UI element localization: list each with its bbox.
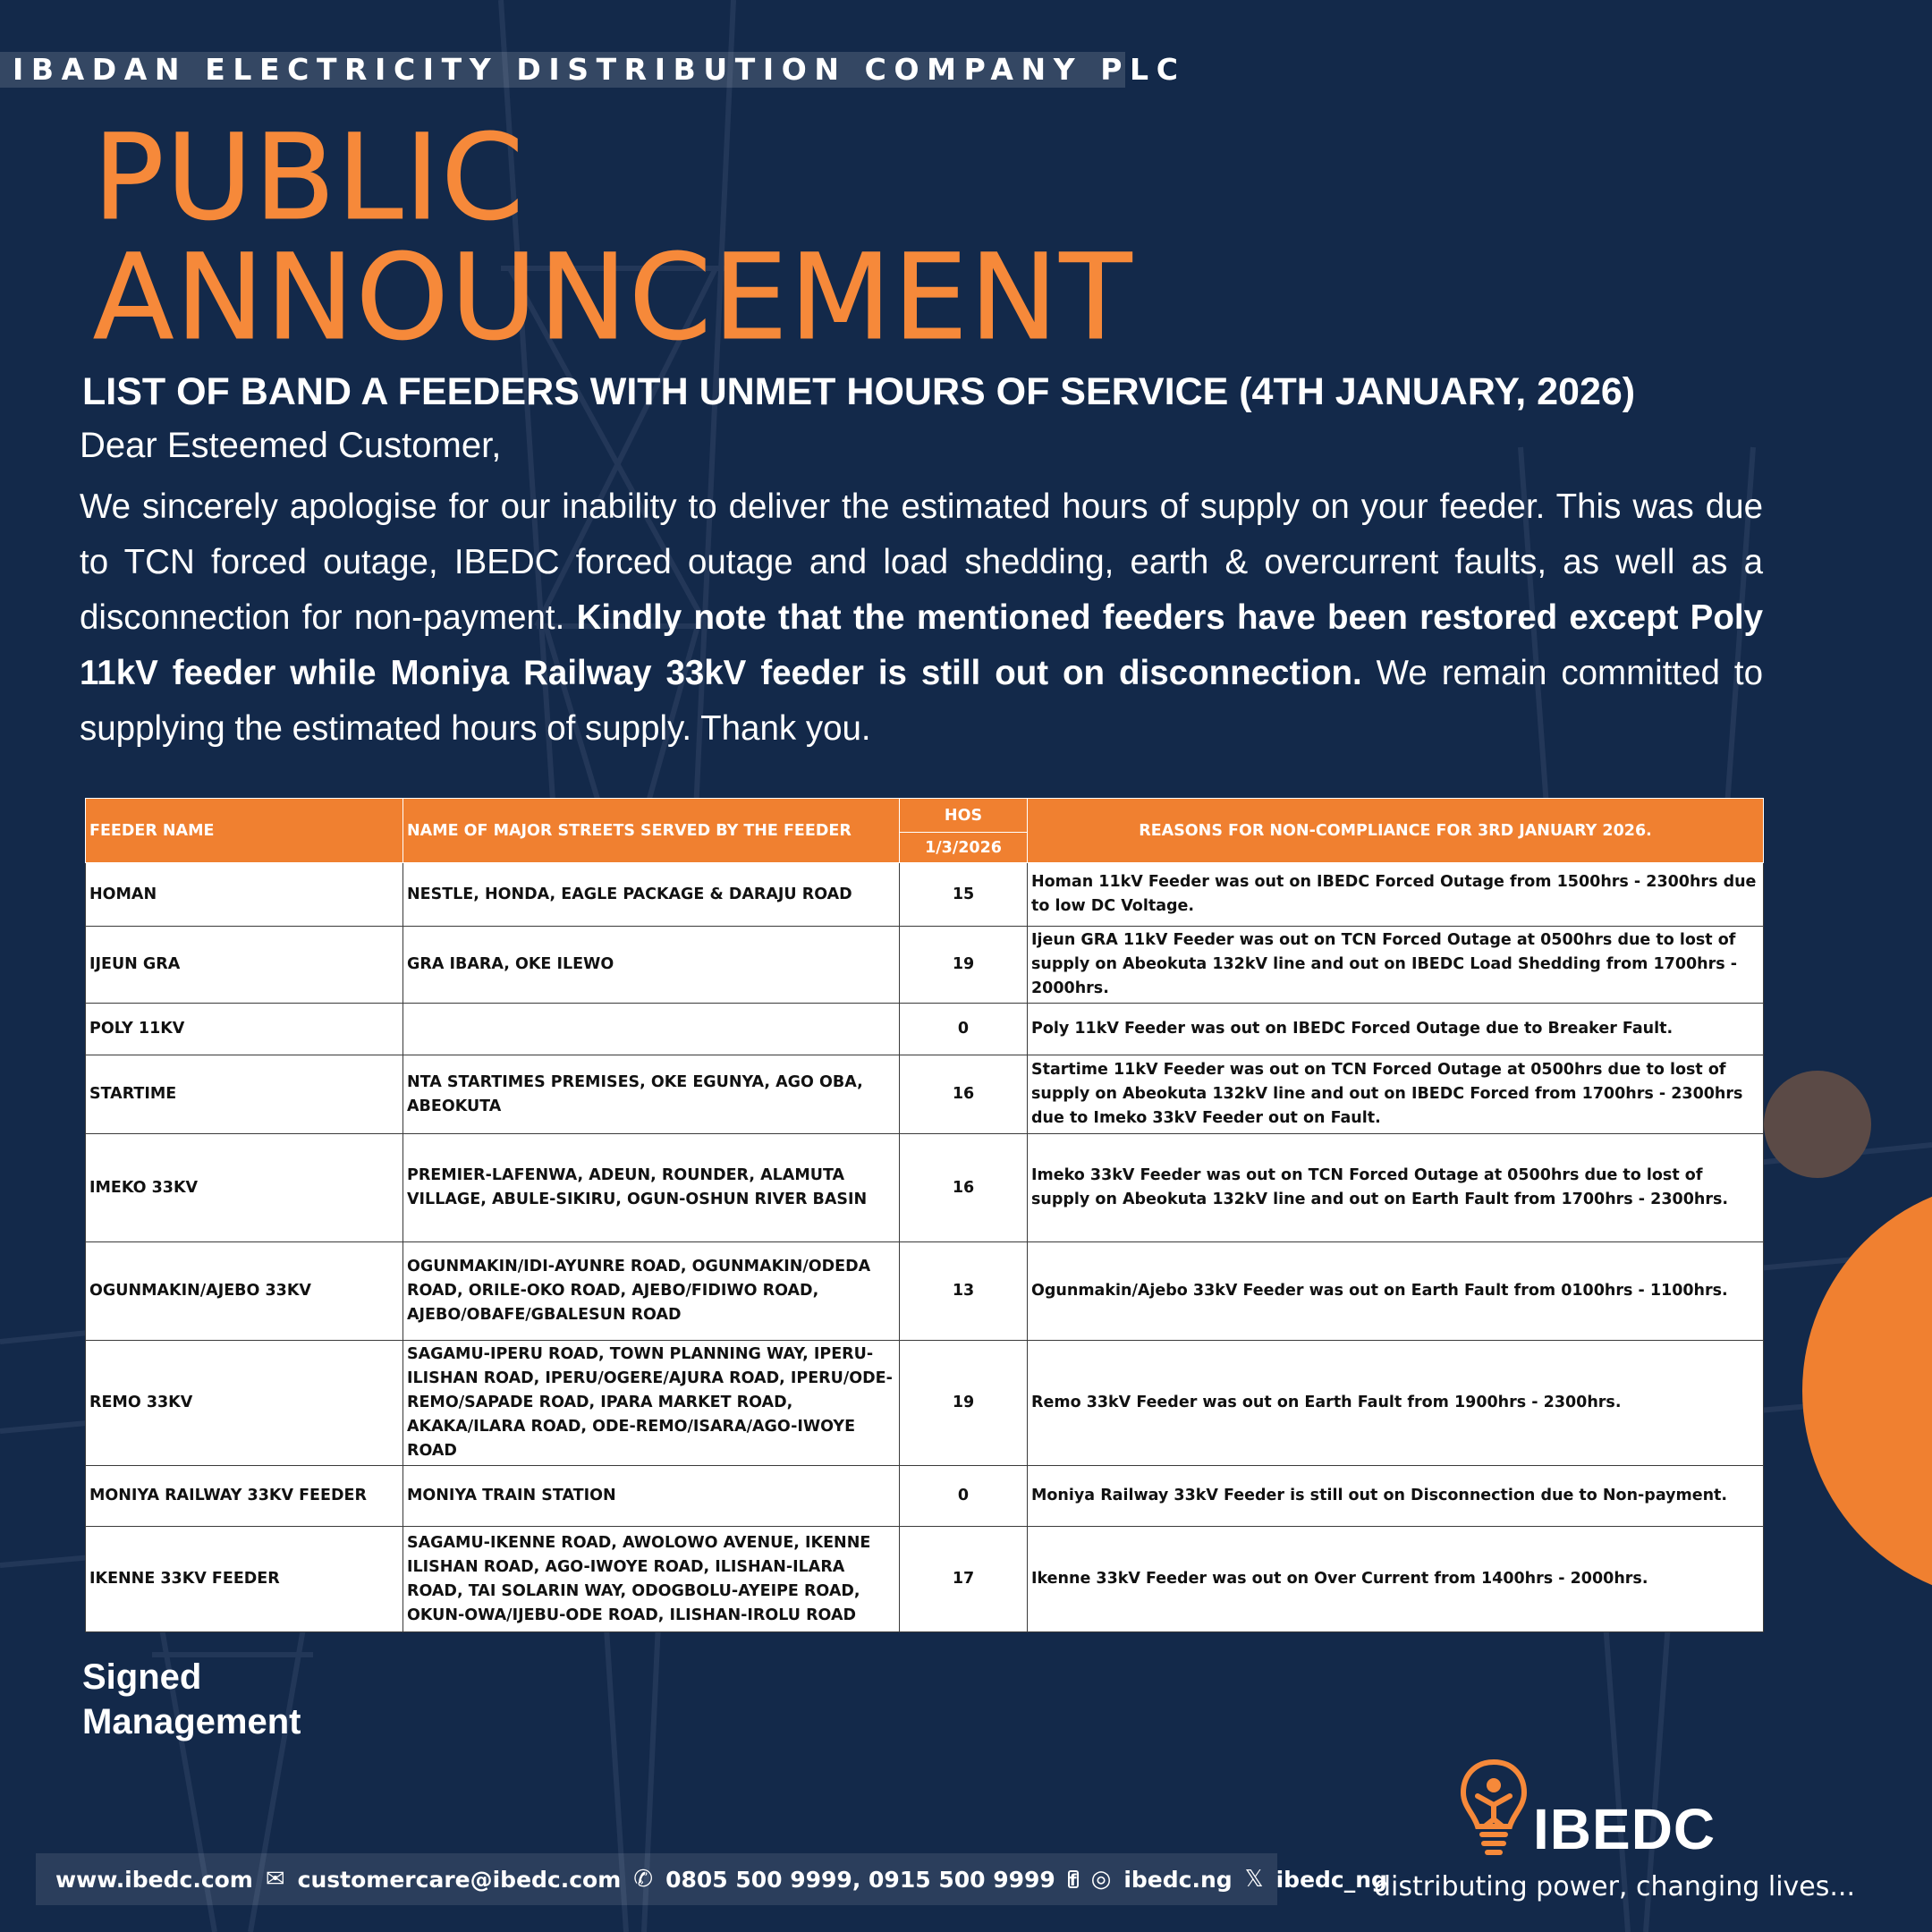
company-name-band — [0, 52, 1186, 88]
hos-cell: 0 — [900, 1004, 1028, 1055]
announcement-body — [80, 479, 1763, 757]
streets-cell: SAGAMU-IKENNE ROAD, AWOLOWO AVENUE, IKENNE ILISHAN ROAD, AGO-IWOYE ROAD, ILISHAN-ILARA ROAD, TAI SOLARIN WAY, ODOGBOLU-AYEIPE ROAD, OKUN-OWA/IJEBU-ODE ROAD, ILISHAN-IROLU ROAD — [403, 1527, 900, 1632]
signature-block — [82, 1655, 301, 1744]
signed-label: Signed — [82, 1657, 202, 1697]
body-part-2: We remain committed to supplying the estimated hours of supply. Thank you. — [80, 654, 1763, 748]
reason-cell: Startime 11kV Feeder was out on TCN Forced Outage at 0500hrs due to lost of supply on Abeokuta 132kV line and out on IBEDC Forced from 1700hrs - 2300hrs due to Imeko 33kV Feeder out on Fault. — [1028, 1055, 1764, 1134]
website-link[interactable]: www.ibedc.com — [55, 1866, 253, 1893]
feeder-name-cell: OGUNMAKIN/AJEBO 33KV — [86, 1242, 403, 1341]
x-handle[interactable]: ibedc_ng — [1275, 1866, 1387, 1893]
streets-cell — [403, 1004, 900, 1055]
header-hos: HOS — [900, 799, 1028, 833]
phone-numbers: 0805 500 9999, 0915 500 9999 — [665, 1866, 1055, 1893]
hos-cell: 19 — [900, 927, 1028, 1004]
facebook-icon: f — [1069, 1871, 1077, 1890]
table-row — [86, 1055, 1764, 1134]
streets-cell: MONIYA TRAIN STATION — [403, 1466, 900, 1527]
phone-icon: ✆ — [633, 1866, 654, 1893]
company-name: IBADAN ELECTRICITY DISTRIBUTION COMPANY PLC — [13, 52, 1186, 87]
feeder-name-cell: REMO 33KV — [86, 1341, 403, 1466]
feeders-table — [85, 798, 1764, 1632]
announcement-subtitle: LIST OF BAND A FEEDERS WITH UNMET HOURS OF SERVICE (4TH JANUARY, 2026) — [82, 370, 1636, 413]
reason-cell: Poly 11kV Feeder was out on IBEDC Forced Outage due to Breaker Fault. — [1028, 1004, 1764, 1055]
header-feeder-name: FEEDER NAME — [86, 799, 403, 863]
reason-cell: Ijeun GRA 11kV Feeder was out on TCN Forced Outage at 0500hrs due to lost of supply on Abeokuta 132kV line and out on IBEDC Load Shedding from 1700hrs - 2000hrs. — [1028, 927, 1764, 1004]
headline-line-1: PUBLIC — [93, 109, 526, 247]
instagram-icon: ◎ — [1090, 1866, 1112, 1893]
decor-circle-grey — [1764, 1071, 1871, 1178]
feeder-name-cell: IKENNE 33KV FEEDER — [86, 1527, 403, 1632]
body-bold-notice: Kindly note that the mentioned feeders have been restored except Poly 11kV feeder while Moniya Railway 33kV feeder is still out on disconnection. — [80, 598, 1763, 692]
feeder-name-cell: MONIYA RAILWAY 33KV FEEDER — [86, 1466, 403, 1527]
hos-cell: 16 — [900, 1055, 1028, 1134]
feeder-name-cell: IMEKO 33KV — [86, 1134, 403, 1242]
reason-cell: Ikenne 33kV Feeder was out on Over Current from 1400hrs - 2000hrs. — [1028, 1527, 1764, 1632]
signed-by: Management — [82, 1702, 301, 1741]
reason-cell: Remo 33kV Feeder was out on Earth Fault from 1900hrs - 2300hrs. — [1028, 1341, 1764, 1466]
streets-cell: GRA IBARA, OKE ILEWO — [403, 927, 900, 1004]
brand-name: IBEDC — [1533, 1797, 1716, 1861]
reason-cell: Moniya Railway 33kV Feeder is still out on Disconnection due to Non-payment. — [1028, 1466, 1764, 1527]
streets-cell: SAGAMU-IPERU ROAD, TOWN PLANNING WAY, IPERU-ILISHAN ROAD, IPERU/OGERE/AJURA ROAD, IPERU/ODE-REMO/SAPADE ROAD, IPARA MARKET ROAD, AKAKA/ILARA ROAD, ODE-REMO/ISARA/AGO-IWOYE ROAD — [403, 1341, 900, 1466]
table-row — [86, 1527, 1764, 1632]
feeder-name-cell: POLY 11KV — [86, 1004, 403, 1055]
reason-cell: Homan 11kV Feeder was out on IBEDC Forced Outage from 1500hrs - 2300hrs due to low DC Voltage. — [1028, 863, 1764, 927]
hos-cell: 17 — [900, 1527, 1028, 1632]
x-icon: 𝕏 — [1244, 1866, 1264, 1893]
table-row — [86, 863, 1764, 927]
reason-cell: Imeko 33kV Feeder was out on TCN Forced Outage at 0500hrs due to lost of supply on Abeokuta 132kV line and out on Earth Fault from 1700hrs - 2300hrs. — [1028, 1134, 1764, 1242]
email-link[interactable]: customercare@ibedc.com — [297, 1866, 622, 1893]
table-row — [86, 1242, 1764, 1341]
brand-tagline: distributing power, changing lives... — [1374, 1871, 1855, 1902]
salutation: Dear Esteemed Customer, — [80, 426, 502, 465]
streets-cell: NTA STARTIMES PREMISES, OKE EGUNYA, AGO OBA, ABEOKUTA — [403, 1055, 900, 1134]
hos-cell: 13 — [900, 1242, 1028, 1341]
hos-cell: 19 — [900, 1341, 1028, 1466]
table-row — [86, 1466, 1764, 1527]
contact-footer — [36, 1853, 1387, 1905]
table-row — [86, 1134, 1764, 1242]
hos-cell: 15 — [900, 863, 1028, 927]
header-streets: NAME OF MAJOR STREETS SERVED BY THE FEEDER — [403, 799, 900, 863]
feeder-name-cell: HOMAN — [86, 863, 403, 927]
streets-cell: PREMIER-LAFENWA, ADEUN, ROUNDER, ALAMUTA VILLAGE, ABULE-SIKIRU, OGUN-OSHUN RIVER BASIN — [403, 1134, 900, 1242]
streets-cell: OGUNMAKIN/IDI-AYUNRE ROAD, OGUNMAKIN/ODEDA ROAD, ORILE-OKO ROAD, AJEBO/FIDIWO ROAD, AJEBO/OBAFE/GBALESUN ROAD — [403, 1242, 900, 1341]
headline-line-2: ANNOUNCEMENT — [93, 229, 1134, 367]
header-hos-date: 1/3/2026 — [900, 833, 1028, 863]
hos-cell: 16 — [900, 1134, 1028, 1242]
reason-cell: Ogunmakin/Ajebo 33kV Feeder was out on Earth Fault from 0100hrs - 1100hrs. — [1028, 1242, 1764, 1341]
headline — [93, 109, 1134, 367]
hos-cell: 0 — [900, 1466, 1028, 1527]
feeder-name-cell: IJEUN GRA — [86, 927, 403, 1004]
streets-cell: NESTLE, HONDA, EAGLE PACKAGE & DARAJU ROAD — [403, 863, 900, 927]
feeder-name-cell: STARTIME — [86, 1055, 403, 1134]
bulb-logo-icon — [1458, 1757, 1530, 1864]
header-reasons: REASONS FOR NON-COMPLIANCE FOR 3RD JANUARY 2026. — [1028, 799, 1764, 863]
table-row — [86, 1341, 1764, 1466]
facebook-instagram-handle[interactable]: ibedc.ng — [1123, 1866, 1233, 1893]
body-part-1: We sincerely apologise for our inability to deliver the estimated hours of supply on your feeder. This was due to TCN forced outage, IBEDC forced outage and load shedding, earth & overcurrent faults, as well as a disconnection for non-payment. — [80, 487, 1763, 637]
mail-icon: ✉ — [265, 1866, 285, 1893]
table-row — [86, 1004, 1764, 1055]
table-row — [86, 927, 1764, 1004]
